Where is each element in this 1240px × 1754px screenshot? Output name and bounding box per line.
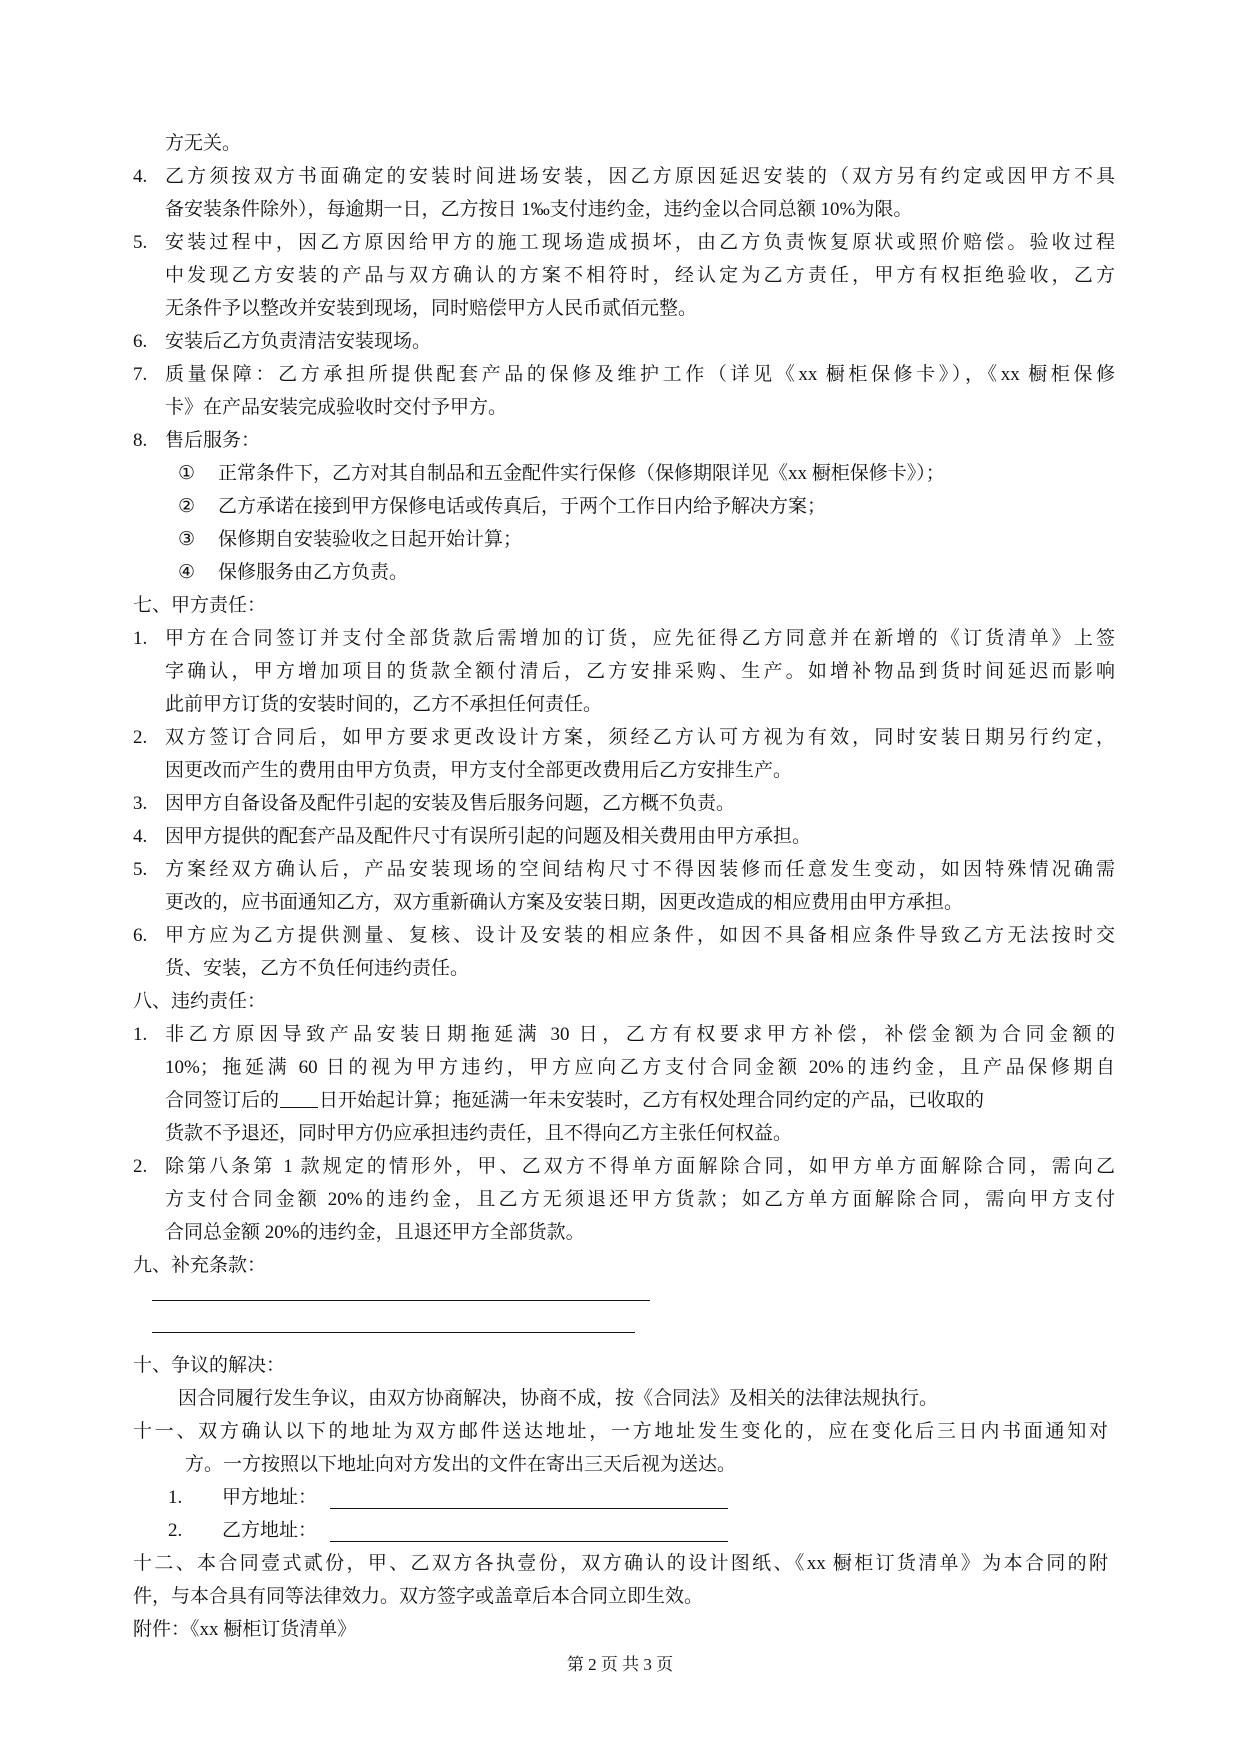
list-item: 乙方承诺在接到甲方保修电话或传真后，于两个工作日内给予解决方案； (218, 496, 827, 517)
section11-text: 十一、双方确认以下的地址为双方邮件送达地址，一方地址发生变化的，应在变化后三日内书面通知对 (133, 1421, 1108, 1442)
section11-text: 方。一方按照以下地址向对方发出的文件在寄出三天后视为送达。 (185, 1454, 737, 1475)
item-text: 质量保障：乙方承担所提供配套产品的保修及维护工作（详见《xx 橱柜保修卡》），《xx 橱柜保修 (165, 364, 1115, 385)
fill-in-blank (280, 1089, 318, 1108)
continuation-text: 方无关。 (165, 133, 242, 154)
section9-heading: 九、补充条款： (133, 1255, 267, 1276)
address-blank-line (330, 1541, 728, 1542)
item-text: 卡》在产品安装完成验收时交付予甲方。 (165, 397, 508, 418)
section10-text: 因合同履行发生争议，由双方协商解决，协商不成，按《合同法》及相关的法律法规执行。 (178, 1388, 939, 1409)
item-text-line3 (165, 1088, 984, 1114)
item-text: 合同签订后的 (165, 1090, 280, 1111)
item-text: 售后服务： (165, 430, 261, 451)
item-number: 1. (133, 628, 148, 649)
list-marker: ② (178, 496, 196, 517)
item-text: 此前甲方订货的安装时间的，乙方不承担任何责任。 (165, 694, 603, 715)
item-number: 2. (133, 1156, 148, 1177)
attachment-line: 附件：《xx 橱柜订货清单》 (133, 1619, 357, 1640)
item-number: 5. (133, 859, 148, 880)
item-text: 双方签订合同后，如甲方要求更改设计方案，须经乙方认可方视为有效，同时安装日期另行约定， (165, 727, 1115, 748)
item-number: 3. (133, 793, 148, 814)
item-text: 更改的，应书面通知乙方，双方重新确认方案及安装日期，因更改造成的相应费用由甲方承担。 (165, 892, 964, 913)
list-marker: ④ (178, 562, 196, 583)
item-text: 方支付合同金额 20%的违约金，且乙方无须退还甲方货款；如乙方单方面解除合同，需向甲方支付 (165, 1189, 1115, 1210)
item-text: 备安装条件除外），每逾期一日，乙方按日 1‰支付违约金，违约金以合同总额 10%为限。 (165, 199, 913, 220)
address-label: 甲方地址： (222, 1487, 318, 1508)
item-text: 因甲方自备设备及配件引起的安装及售后服务问题，乙方概不负责。 (165, 793, 736, 814)
item-text: 货款不予退还，同时甲方仍应承担违约责任，且不得向乙方主张任何权益。 (165, 1123, 793, 1144)
supplement-blank-line (152, 1300, 650, 1301)
item-text: 因甲方提供的配套产品及配件尺寸有误所引起的问题及相关费用由甲方承担。 (165, 826, 812, 847)
item-number: 7. (133, 364, 148, 385)
list-item: 保修期自安装验收之日起开始计算； (218, 529, 523, 550)
item-number: 2. (168, 1520, 183, 1541)
item-text: 乙方须按双方书面确定的安装时间进场安装，因乙方原因延迟安装的（双方另有约定或因甲方不具 (165, 166, 1115, 187)
section8-heading: 八、违约责任： (133, 991, 267, 1012)
address-label: 乙方地址： (222, 1520, 318, 1541)
item-text: 甲方在合同签订并支付全部货款后需增加的订货，应先征得乙方同意并在新增的《订货清单》上签 (165, 628, 1115, 649)
item-number: 4. (133, 166, 148, 187)
item-number: 1. (168, 1487, 183, 1508)
section12-text: 十二、本合同壹式贰份，甲、乙双方各执壹份，双方确认的设计图纸、《xx 橱柜订货清单》为本合同的附 (133, 1553, 1108, 1574)
page-footer: 第 2 页 共 3 页 (566, 1655, 674, 1674)
item-text: 非乙方原因导致产品安装日期拖延满 30 日，乙方有权要求甲方补偿，补偿金额为合同金额的 (165, 1024, 1115, 1045)
item-number: 8. (133, 430, 148, 451)
item-text: 安装后乙方负责清洁安装现场。 (165, 331, 432, 352)
supplement-blank-line (152, 1332, 635, 1333)
item-text: 因更改而产生的费用由甲方负责，甲方支付全部更改费用后乙方安排生产。 (165, 760, 793, 781)
list-item: 保修服务由乙方负责。 (218, 562, 409, 583)
item-text: 方案经双方确认后，产品安装现场的空间结构尺寸不得因装修而任意发生变动，如因特殊情况确需 (165, 859, 1115, 880)
item-text: 货、安装，乙方不负任何违约责任。 (165, 958, 470, 979)
section7-heading: 七、甲方责任： (133, 595, 267, 616)
address-blank-line (330, 1508, 728, 1509)
item-number: 4. (133, 826, 148, 847)
list-marker: ③ (178, 529, 196, 550)
list-marker: ① (178, 463, 196, 484)
item-number: 6. (133, 925, 148, 946)
item-text: 除第八条第 1 款规定的情形外，甲、乙双方不得单方面解除合同，如甲方单方面解除合同，需向乙 (165, 1156, 1115, 1177)
item-number: 1. (133, 1024, 148, 1045)
item-text: 安装过程中，因乙方原因给甲方的施工现场造成损坏，由乙方负责恢复原状或照价赔偿。验收过程 (165, 232, 1115, 253)
item-number: 5. (133, 232, 148, 253)
section10-heading: 十、争议的解决： (133, 1355, 286, 1376)
section12-text: 件，与本合具有同等法律效力。双方签字或盖章后本合同立即生效。 (133, 1586, 704, 1607)
item-number: 2. (133, 727, 148, 748)
item-text: 无条件予以整改并安装到现场，同时赔偿甲方人民币贰佰元整。 (165, 298, 698, 319)
list-item: 正常条件下，乙方对其自制品和五金配件实行保修（保修期限详见《xx 橱柜保修卡》）； (218, 463, 945, 484)
item-text: 10%；拖延满 60 日的视为甲方违约，甲方应向乙方支付合同金额 20%的违约金，且产品保修期自 (165, 1057, 1115, 1078)
item-number: 6. (133, 331, 148, 352)
item-text: 甲方应为乙方提供测量、复核、设计及安装的相应条件，如因不具备相应条件导致乙方无法按时交 (165, 925, 1115, 946)
item-text: 合同总金额 20%的违约金，且退还甲方全部货款。 (165, 1222, 585, 1243)
item-text: 日开始起计算；拖延满一年未安装时，乙方有权处理合同约定的产品，已收取的 (319, 1090, 985, 1111)
item-text: 中发现乙方安装的产品与双方确认的方案不相符时，经认定为乙方责任，甲方有权拒绝验收，乙方 (165, 265, 1115, 286)
item-text: 字确认，甲方增加项目的货款全额付清后，乙方安排采购、生产。如增补物品到货时间延迟而影响 (165, 661, 1115, 682)
